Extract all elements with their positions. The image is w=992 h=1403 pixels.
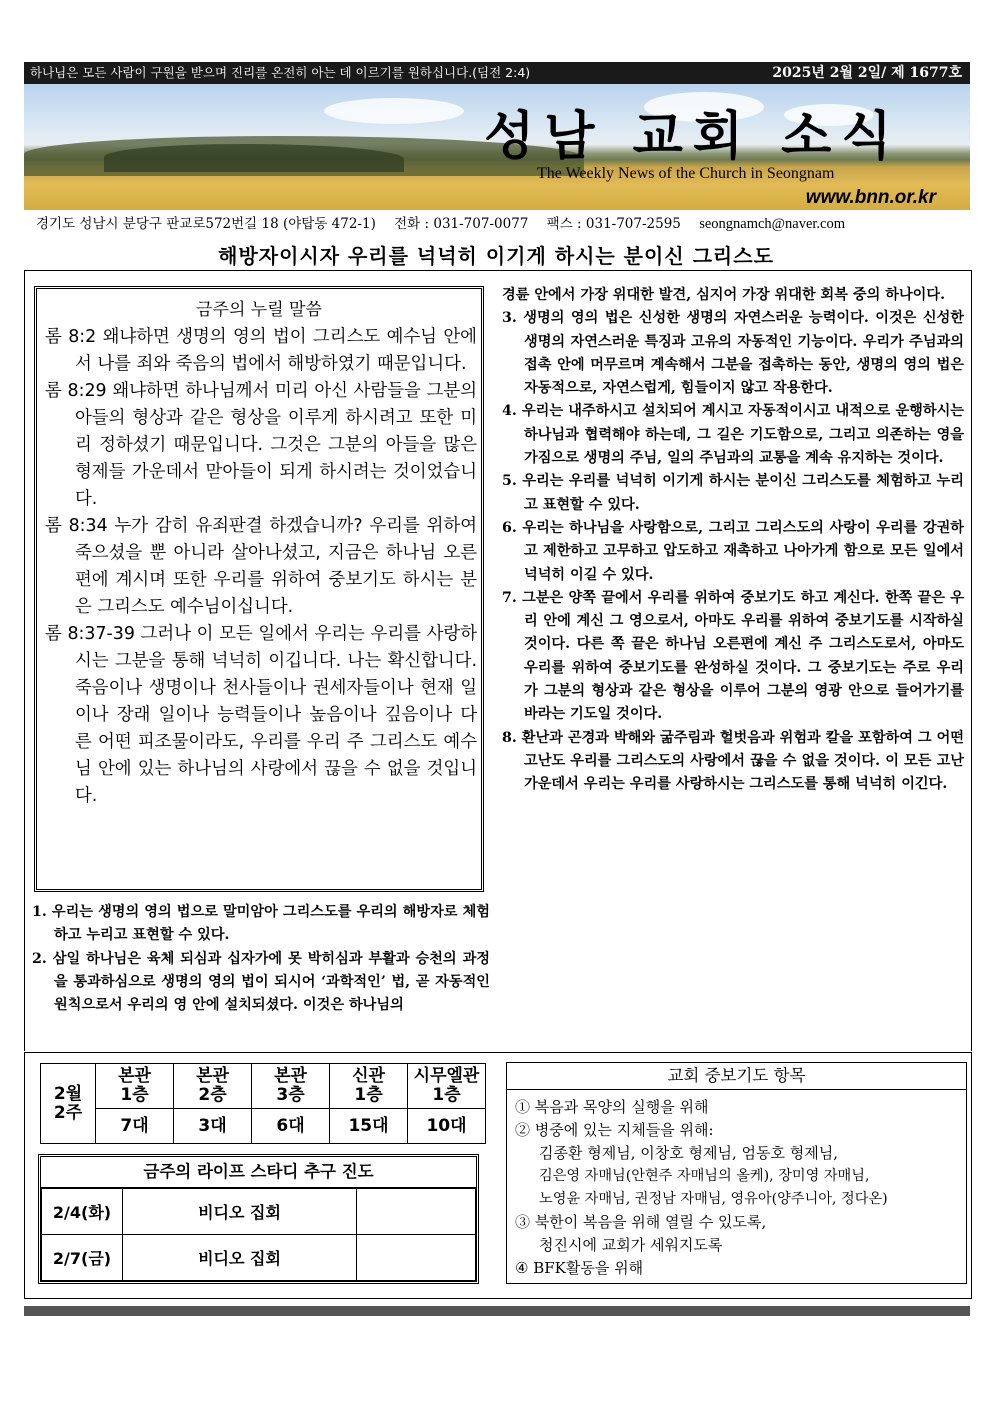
prayer-item: 김은영 자매님(안현주 자매님의 올케), 장미영 자매님, [539,1168,870,1184]
prayer-item: 노영윤 자매님, 권정남 자매님, 영유아(양주니아, 정다온) [539,1191,888,1207]
attendance-value: 6대 [252,1109,330,1144]
verse-item: 롬 8:37-39 그러나 이 모든 일에서 우리는 우리를 사랑하시는 그분을 통해 넉넉히 이깁니다. 나는 확신합니다. 죽음이나 생명이나 천사들이나 권세자들이나 현재 일이나 장래 일이나 능력들이나 높음이나 깊음이나 다른 어떤 피조물이라도, 우리를 우리 주 그리스도 예수님 안에 있는 하나님의 사랑에서 끊을 수 없을 것입니다. [45,624,477,806]
outline-point: 2. 삼일 하나님은 육체 되심과 십자가에 못 박히심과 부활과 승천의 과정을 통과하심으로 생명의 영의 법이 되시어 ‘과학적인’ 법, 곧 자동적인 원칙으로서 우리의 영 안에 설치되셨다. 이것은 하나님의 [32,950,490,1014]
study-box [38,1154,479,1284]
fax: 팩스 : 031-707-2595 [546,216,681,232]
attendance-header: 신관 1층 [330,1064,408,1109]
week-label: 2월 2주 [41,1064,96,1144]
verse-box [34,286,484,892]
study-table [41,1188,476,1281]
outline-point: 1. 우리는 생명의 영의 법으로 말미암아 그리스도를 우리의 해방자로 체험하고 누리고 표현할 수 있다. [32,904,490,944]
outline-point: 3. 생명의 영의 법은 신성한 생명의 자연스러운 능력이다. 이것은 신성한 생명의 자연스러운 특징과 고유의 자동적인 기능이다. 우리가 주님과의 접촉 안에 머무르며 계속해서 그분을 접촉하는 동안, 생명의 영의 법은 자동적으로, 자연스럽게, 힘들이지 않고 작용한다. [502,310,964,397]
prayer-item: ① 복음과 목양의 실행을 위해 [515,1098,709,1116]
phone: 전화 : 031-707-0077 [394,216,529,232]
study-date: 2/4(화) [42,1189,123,1235]
attendance-header: 본관 1층 [96,1064,174,1109]
outline-left [32,901,490,1017]
issue-date: 2025년 2월 2일/ 제 1677호 [772,65,962,81]
outline-point: 6. 우리는 하나님을 사랑함으로, 그리고 그리스도의 사랑이 우리를 강권하고 제한하고 고무하고 압도하고 재촉하고 나아가게 함으로 모든 일에서 넉넉히 이길 수 있다. [502,519,964,583]
newsletter-title: 성남 교회 소식 [484,107,902,167]
website-link[interactable]: www.bnn.or.kr [805,187,936,208]
top-verse-bar [24,62,970,84]
prayer-heading: 교회 중보기도 항목 [507,1063,966,1090]
study-item: 비디오 집회 [123,1235,357,1281]
attendance-value: 3대 [174,1109,252,1144]
study-date: 2/7(금) [42,1235,123,1281]
prayer-item: ② 병중에 있는 지체들을 위해: [515,1121,714,1139]
address: 경기도 성남시 분당구 판교로572번길 18 (야탑동 472-1) [36,216,376,232]
study-item: 비디오 집회 [123,1189,357,1235]
attendance-value: 10대 [408,1109,486,1144]
outline-point: 8. 환난과 곤경과 박해와 굶주림과 헐벗음과 위험과 칼을 포함하여 그 어떤 고난도 우리를 그리스도의 사랑에서 끊을 수 없을 것이다. 이 모든 고난 가운데서 우리는 우리를 사랑하시는 그리스도를 통해 넉넉히 이긴다. [502,729,964,793]
prayer-item: 김종환 형제님, 이창호 형제님, 엄동호 형제님, [539,1144,838,1162]
outline-point: 경륜 안에서 가장 위대한 발견, 심지어 가장 위대한 회복 중의 하나이다. [502,287,946,303]
outline-right [502,284,964,797]
verse-item: 롬 8:34 누가 감히 유죄판결 하겠습니까? 우리를 위하여 죽으셨을 뿐 아니라 살아나셨고, 지금은 하나님 오른편에 계시며 또한 우리를 위하여 중보기도 하시는 분은 그리스도 예수님이십니다. [45,516,477,617]
table-row [42,1189,476,1235]
email[interactable]: seongnamch@naver.com [699,216,846,232]
prayer-item: ④ BFK활동을 위해 [515,1259,644,1277]
headline: 해방자이시자 우리를 넉넉히 이기게 하시는 분이신 그리스도 [218,244,774,268]
attendance-header: 시무엘관 1층 [408,1064,486,1109]
attendance-header: 본관 2층 [174,1064,252,1109]
attendance-value: 15대 [330,1109,408,1144]
prayer-item: ③ 북한이 복음을 위해 열릴 수 있도록, [515,1213,767,1231]
study-heading: 금주의 라이프 스타디 추구 진도 [41,1157,476,1188]
header-verse: 하나님은 모든 사람이 구원을 받으며 진리를 온전히 아는 데 이르기를 원하십니다.(딤전 2:4) [30,65,531,80]
contact-line [36,212,859,233]
newsletter-subtitle: The Weekly News of the Church in Seongnam [537,165,835,182]
prayer-box [506,1062,967,1284]
attendance-header: 본관 3층 [252,1064,330,1109]
verse-item: 롬 8:29 왜냐하면 하나님께서 미리 아신 사람들을 그분의 아들의 형상과 같은 형상을 이루게 하시려고 또한 미리 정하셨기 때문입니다. 그것은 그분의 아들을 많은 형제들 가운데서 맏아들이 되게 하시려는 것이었습니다. [45,381,477,509]
study-extra [357,1189,476,1235]
study-extra [357,1235,476,1281]
attendance-value: 7대 [96,1109,174,1144]
outline-point: 7. 그분은 양쪽 끝에서 우리를 위하여 중보기도 하고 계신다. 한쪽 끝은 우리 안에 계신 그 영으로서, 아마도 우리를 위하여 중보기도를 시작하실 것이다. 다른 쪽 끝은 하나님 오른편에 계신 주 그리스도로서, 아마도 우리를 위하여 중보기도를 완성하실 것이다. 그 중보기도는 주로 우리가 그분의 형상과 같은 형상을 이루어 그분의 영광 안으로 들어가기를 바라는 기도일 것이다. [502,589,964,723]
outline-point: 4. 우리는 내주하시고 설치되어 계시고 자동적이시고 내적으로 운행하시는 하나님과 협력해야 하는데, 그 길은 기도함으로, 그리고 의존하는 영을 가짐으로 생명의 주님, 일의 주님과의 교통을 계속 유지하는 것이다. [502,403,964,467]
verse-heading: 금주의 누릴 말씀 [196,300,322,320]
outline-point: 5. 우리는 우리를 넉넉히 이기게 하시는 분이신 그리스도를 체험하고 누리고 표현할 수 있다. [502,473,964,513]
footer-bar [24,1306,970,1316]
attendance-table [40,1063,486,1144]
table-row [42,1235,476,1281]
verse-item: 롬 8:2 왜냐하면 생명의 영의 법이 그리스도 예수님 안에서 나를 죄와 죽음의 법에서 해방하였기 때문입니다. [45,327,477,374]
prayer-item: 청진시에 교회가 세워지도록 [539,1236,723,1254]
